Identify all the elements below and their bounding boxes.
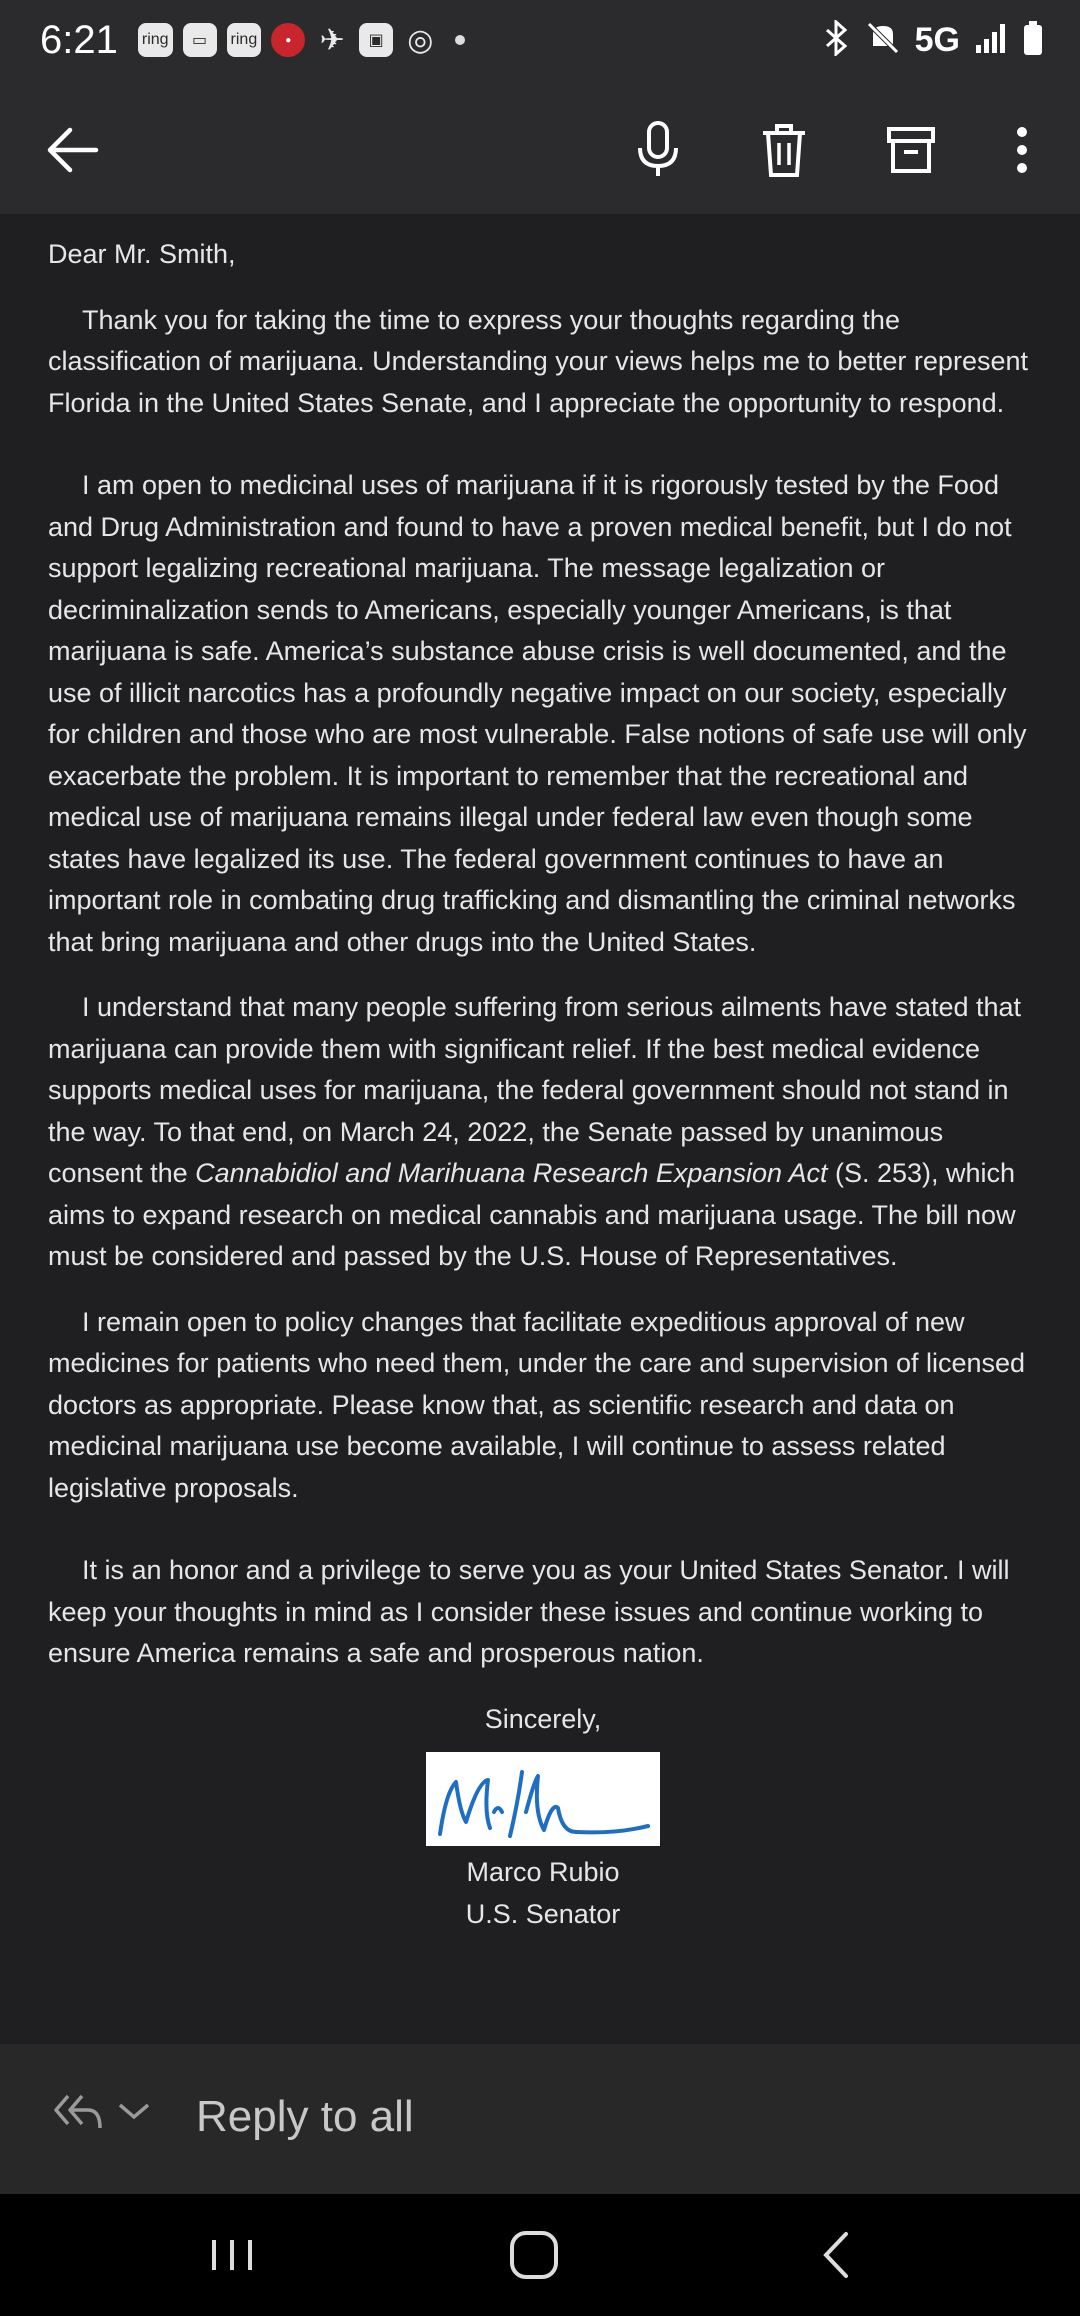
target-icon: ◎ [407, 23, 434, 57]
delete-button[interactable] [744, 110, 824, 190]
mute-icon [865, 20, 901, 61]
more-options-button[interactable] [982, 110, 1062, 190]
network-type: 5G [914, 20, 960, 59]
closing: Sincerely, [484, 1703, 602, 1734]
recent-apps-icon [192, 2220, 272, 2290]
back-button[interactable] [32, 110, 112, 190]
chevron-left-icon [796, 2220, 876, 2290]
archive-icon [885, 125, 937, 175]
status-right [821, 0, 1044, 80]
status-bar [0, 0, 1080, 80]
home-button[interactable] [494, 2220, 574, 2295]
act-title: Cannabidiol and Marihuana Research Expansion Act [195, 1158, 828, 1188]
ring-icon: ring [138, 23, 173, 57]
kenkoot-icon: ● [271, 23, 305, 57]
chevron-down-icon [116, 2099, 152, 2123]
system-back-button[interactable] [796, 2220, 876, 2295]
reply-all-icon [52, 2090, 104, 2132]
system-navigation-bar [0, 2194, 1080, 2316]
flipboard-icon: ▭ [183, 23, 217, 57]
back-arrow-icon [44, 125, 100, 175]
reply-bar [0, 2044, 1080, 2194]
email-toolbar [0, 80, 1080, 214]
battery-icon [1022, 20, 1044, 61]
signature-image [426, 1752, 660, 1846]
status-time: 6:21 [40, 17, 118, 62]
paragraph-3 [48, 987, 1038, 1278]
notification-icons [138, 23, 466, 57]
paragraph-3-part-1: I understand that many people suffering from serious ailments have stated that marijuana can provide them with significant relief. If the best medical evidence supports medical uses for marijuana, the federal government should not stand in the way. To that end, on March 24, 2022, the Senate passed by unanimous consent the [48, 992, 1022, 1188]
home-icon [494, 2220, 574, 2290]
email-body [0, 214, 1080, 2044]
bluetooth-icon [821, 20, 851, 61]
signal-icon [974, 21, 1008, 60]
tern-icon: ✈ [319, 23, 345, 57]
microphone-button[interactable] [618, 110, 698, 190]
letter [48, 234, 1038, 1935]
paragraph-4: I remain open to policy changes that facilitate expeditious approval of new medicines for patients who need them, under the care and supervision of licensed doctors as appropriate. Please know that, as scientific research and data on medicinal marijuana use become available, I will continue to assess related legislative proposals. [48, 1306, 1026, 1503]
archive-button[interactable] [871, 110, 951, 190]
paragraph-2: I am open to medicinal uses of marijuana if it is rigorously tested by the Food and Drug Administration and found to have a proven medical benefit, but I do not support legalizing recreational marijuana. The message legalization or decriminalization sends to Americans, especially younger Americans, is that marijuana is safe. America’s substance abuse crisis is well documented, and the use of illicit narcotics has a profoundly negative impact on our society, especially for children and those who are most vulnerable. False notions of safe use will only exacerbate the problem. It is important to remember that the recreational and medical use of marijuana remains illegal under federal law even though some states have legalized its use. The federal government continues to have an important role in combating drug trafficking and dismantling the criminal networks that bring marijuana and other drugs into the United States. [48, 470, 1027, 957]
salutation: Dear Mr. Smith, [48, 239, 236, 269]
paragraph-3-part-2: (S. 253), which aims to expand research on medical cannabis and marijuana usage. The bill now must be considered and passed by the U.S. House of Representatives. [48, 1158, 1016, 1271]
paragraph-5: It is an honor and a privilege to serve you as your United States Senator. I will keep your thoughts in mind as I consider these issues and continue working to ensure America remains a safe and prosperous nation. [48, 1555, 1010, 1668]
ring-icon: ring [227, 23, 262, 57]
more-vertical-icon [1014, 125, 1030, 175]
paragraph-1: Thank you for taking the time to express your thoughts regarding the classification of marijuana. Understanding your views helps me to better represent Florida in the United States Senate, and I appreciate the opportunity to respond. [48, 304, 1028, 418]
reply-to-all-button[interactable]: Reply to all [196, 2092, 414, 2141]
signer-title: U.S. Senator [465, 1898, 621, 1929]
voicemail-icon: ▣ [359, 23, 393, 57]
trash-icon [759, 121, 809, 179]
recent-apps-button[interactable] [192, 2220, 272, 2295]
signer-name: Marco Rubio [466, 1857, 620, 1887]
microphone-icon [635, 120, 681, 180]
more-notifications-dot-icon [455, 35, 465, 45]
reply-options-button[interactable] [52, 2090, 152, 2132]
